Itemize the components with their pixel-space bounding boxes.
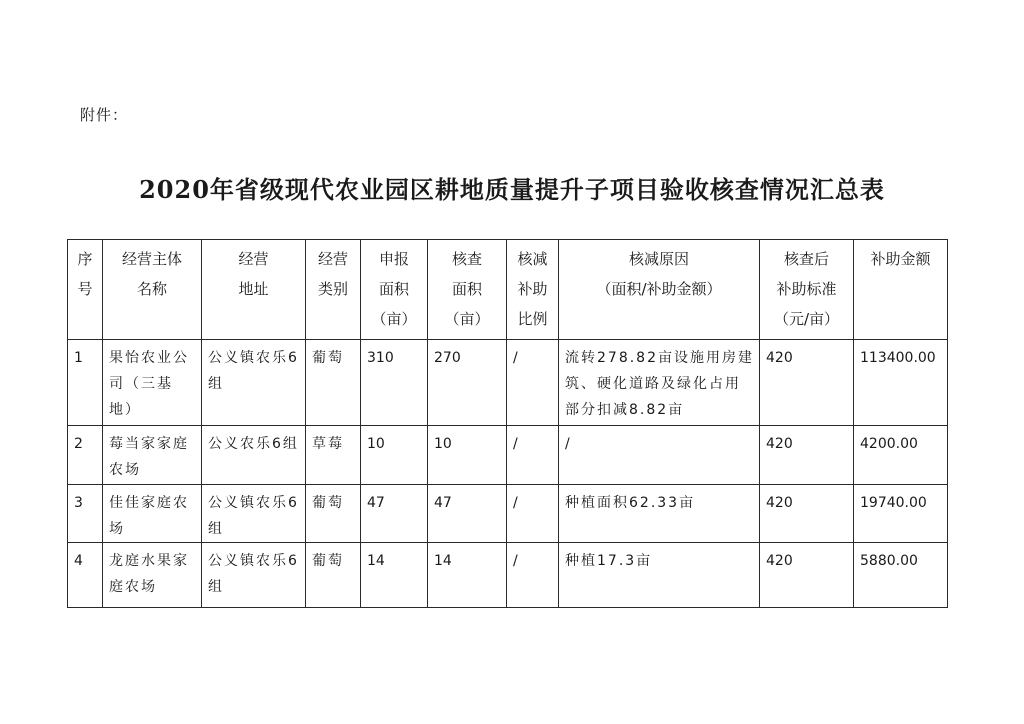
cell-verified-area: 14 (428, 543, 507, 608)
col-header-verified-area: 核查 面积 （亩） (428, 240, 507, 340)
cell-standard: 420 (760, 485, 854, 543)
cell-verified-area: 270 (428, 340, 507, 426)
cell-declared-area: 47 (361, 485, 428, 543)
cell-reduction-ratio: / (507, 485, 559, 543)
cell-reduction-ratio: / (507, 340, 559, 426)
table-row (68, 485, 948, 543)
cell-verified-area: 10 (428, 426, 507, 485)
cell-category: 葡萄 (306, 543, 361, 608)
cell-amount: 5880.00 (854, 543, 948, 608)
cell-index: 3 (68, 485, 103, 543)
table-header-row (68, 240, 948, 340)
cell-category: 草莓 (306, 426, 361, 485)
cell-declared-area: 310 (361, 340, 428, 426)
col-header-declared-area: 申报 面积 （亩） (361, 240, 428, 340)
col-header-reduction-ratio: 核减 补助 比例 (507, 240, 559, 340)
cell-name: 佳佳家庭农场 (103, 485, 202, 543)
cell-reduction-reason: 种植17.3亩 (559, 543, 760, 608)
col-header-index: 序 号 (68, 240, 103, 340)
cell-reduction-ratio: / (507, 543, 559, 608)
cell-category: 葡萄 (306, 340, 361, 426)
summary-table (67, 239, 948, 608)
cell-reduction-ratio: / (507, 426, 559, 485)
cell-standard: 420 (760, 340, 854, 426)
col-header-category: 经营 类别 (306, 240, 361, 340)
cell-reduction-reason: 种植面积62.33亩 (559, 485, 760, 543)
cell-name: 莓当家家庭农场 (103, 426, 202, 485)
cell-index: 2 (68, 426, 103, 485)
page-title: 2020年省级现代农业园区耕地质量提升子项目验收核查情况汇总表 (139, 175, 885, 204)
cell-reduction-reason: 流转278.82亩设施用房建筑、硬化道路及绿化占用部分扣减8.82亩 (559, 340, 760, 426)
cell-amount: 113400.00 (854, 340, 948, 426)
table-row (68, 543, 948, 608)
attachment-label: 附件： (80, 106, 129, 124)
cell-reduction-reason: / (559, 426, 760, 485)
col-header-name: 经营主体 名称 (103, 240, 202, 340)
cell-standard: 420 (760, 543, 854, 608)
cell-amount: 4200.00 (854, 426, 948, 485)
col-header-address: 经营 地址 (202, 240, 306, 340)
cell-index: 4 (68, 543, 103, 608)
col-header-amount: 补助金额 (854, 240, 948, 340)
cell-category: 葡萄 (306, 485, 361, 543)
cell-address: 公义镇农乐6组 (202, 543, 306, 608)
cell-standard: 420 (760, 426, 854, 485)
cell-declared-area: 10 (361, 426, 428, 485)
cell-amount: 19740.00 (854, 485, 948, 543)
cell-address: 公义镇农乐6组 (202, 485, 306, 543)
table-row (68, 426, 948, 485)
cell-index: 1 (68, 340, 103, 426)
cell-address: 公义农乐6组 (202, 426, 306, 485)
cell-declared-area: 14 (361, 543, 428, 608)
table-row (68, 340, 948, 426)
cell-address: 公义镇农乐6组 (202, 340, 306, 426)
col-header-reduction-reason: 核减原因 （面积/补助金额） (559, 240, 760, 340)
cell-name: 果怡农业公司（三基地） (103, 340, 202, 426)
cell-name: 龙庭水果家庭农场 (103, 543, 202, 608)
col-header-standard: 核查后 补助标准 （元/亩） (760, 240, 854, 340)
cell-verified-area: 47 (428, 485, 507, 543)
